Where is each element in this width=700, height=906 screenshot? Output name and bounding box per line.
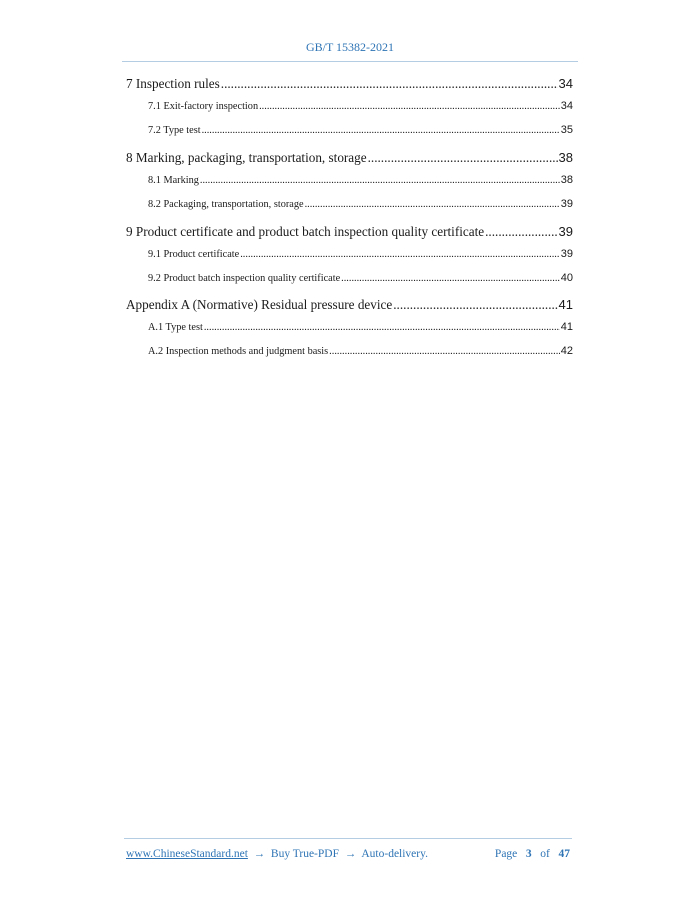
toc-dot-leader — [341, 273, 560, 284]
toc-entry[interactable] — [126, 150, 573, 166]
toc-entry-title: 9 Product certificate and product batch inspection quality certificate — [126, 224, 485, 239]
toc-entry[interactable] — [126, 76, 573, 92]
toc-page-number: 42 — [560, 345, 573, 357]
page-label: Page — [494, 848, 518, 860]
toc-dot-leader — [202, 125, 560, 136]
toc-subentry[interactable] — [126, 124, 573, 136]
toc-entry-title: Appendix A (Normative) Residual pressure device — [126, 297, 393, 312]
toc-entry-title: A.2 Inspection methods and judgment basis — [148, 346, 329, 357]
toc-dot-leader — [221, 76, 558, 92]
toc-page-number: 38 — [558, 150, 573, 165]
toc-entry-title: 8.2 Packaging, transportation, storage — [148, 199, 304, 210]
toc-entry-title: 7 Inspection rules — [126, 76, 220, 91]
toc-subentry[interactable] — [126, 248, 573, 260]
toc-dot-leader — [485, 224, 557, 240]
auto-delivery-text: Auto-delivery. — [361, 848, 428, 860]
header-title: GB/T 15382-2021 — [305, 40, 395, 54]
page-total: 47 — [558, 848, 570, 860]
toc-dot-leader — [329, 346, 560, 357]
footer-divider — [124, 838, 572, 839]
chinesestandard-link[interactable]: www.ChineseStandard.net — [126, 848, 248, 860]
toc-page-number: 40 — [560, 272, 573, 284]
header-divider — [122, 61, 578, 62]
page-of-label: of — [540, 848, 550, 860]
toc-entry-title: A.1 Type test — [148, 322, 203, 333]
toc-page-number: 38 — [560, 174, 573, 186]
toc-subentry[interactable] — [126, 272, 573, 284]
buy-true-pdf-text: Buy True-PDF — [270, 848, 339, 860]
toc-dot-leader — [240, 249, 560, 260]
toc-entry[interactable] — [126, 297, 573, 313]
toc-page-number: 39 — [560, 248, 573, 260]
toc-dot-leader — [200, 175, 560, 186]
toc-page-number: 35 — [560, 124, 573, 136]
toc-entry-title: 9.2 Product batch inspection quality certificate — [148, 273, 341, 284]
toc-dot-leader — [305, 199, 560, 210]
toc-entry-title: 9.1 Product certificate — [148, 249, 240, 260]
toc-entry[interactable] — [126, 224, 573, 240]
toc-dot-leader — [393, 297, 557, 313]
toc-page-number: 41 — [558, 297, 573, 312]
toc-entry-title: 8 Marking, packaging, transportation, storage — [126, 150, 367, 165]
toc-page-number: 41 — [560, 321, 573, 333]
arrow-right-icon: → — [253, 848, 266, 860]
toc-page-number: 34 — [558, 76, 573, 91]
toc-dot-leader — [259, 101, 560, 112]
arrow-right-icon: → — [344, 848, 357, 860]
toc-subentry[interactable] — [126, 174, 573, 186]
toc-subentry[interactable] — [126, 321, 573, 333]
toc-subentry[interactable] — [126, 198, 573, 210]
toc-entry-title: 7.2 Type test — [148, 125, 201, 136]
toc-entry-title: 7.1 Exit-factory inspection — [148, 101, 259, 112]
page-number — [495, 848, 570, 860]
toc-entry-title: 8.1 Marking — [148, 175, 199, 186]
toc-dot-leader — [204, 322, 560, 333]
toc-page-number: 39 — [558, 224, 573, 239]
toc-page-number: 39 — [560, 198, 573, 210]
toc-subentry[interactable] — [126, 100, 573, 112]
footer-promo — [126, 848, 428, 860]
toc-subentry[interactable] — [126, 345, 573, 357]
page-current: 3 — [525, 848, 532, 860]
toc-page-number: 34 — [560, 100, 573, 112]
toc-dot-leader — [368, 150, 558, 166]
page-footer — [126, 848, 570, 860]
